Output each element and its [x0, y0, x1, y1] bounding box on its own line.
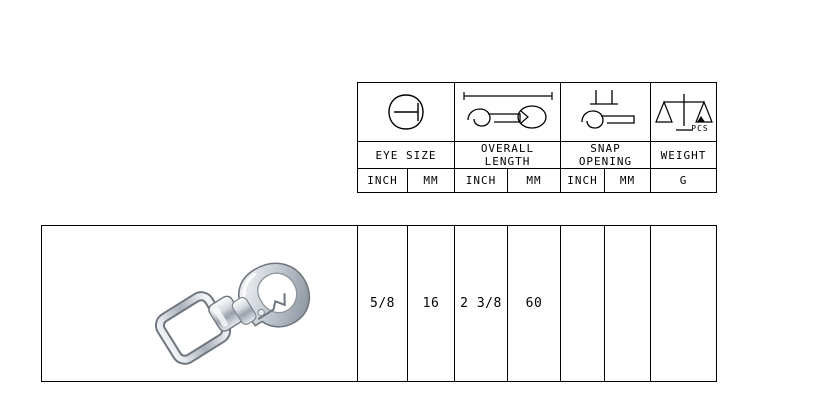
weight-label: WEIGHT	[651, 142, 717, 169]
product-image-cell	[42, 226, 358, 382]
weight-icon	[651, 86, 716, 138]
unit-snap-opening-mm: MM	[605, 169, 651, 193]
spec-icon-row	[358, 83, 717, 142]
overall-length-icon	[455, 86, 560, 138]
spec-name-row	[358, 142, 717, 169]
value-overall-length-mm: 60	[508, 226, 561, 382]
snap-opening-icon	[561, 86, 650, 138]
weight-pcs-text: PCS	[690, 124, 709, 133]
spec-unit-row	[358, 169, 717, 193]
unit-overall-length-mm: MM	[508, 169, 561, 193]
value-overall-length-inch: 2 3/8	[455, 226, 508, 382]
snap-opening-icon-cell	[561, 83, 651, 142]
value-eye-size-inch: 5/8	[358, 226, 408, 382]
table-row	[42, 226, 717, 382]
overall-length-icon-cell	[455, 83, 561, 142]
specification-header-table	[357, 82, 717, 193]
swivel-snap-hook-photo	[147, 236, 337, 371]
unit-overall-length-inch: INCH	[455, 169, 508, 193]
unit-eye-size-inch: INCH	[358, 169, 408, 193]
value-eye-size-mm: 16	[408, 226, 455, 382]
value-weight-g	[651, 226, 717, 382]
value-snap-opening-inch	[561, 226, 605, 382]
weight-icon-cell	[651, 83, 717, 142]
overall-length-label: OVERALL LENGTH	[455, 142, 561, 169]
unit-weight-g: G	[651, 169, 717, 193]
eye-size-icon	[358, 89, 454, 135]
eye-size-icon-cell	[358, 83, 455, 142]
unit-eye-size-mm: MM	[408, 169, 455, 193]
product-row-table	[41, 225, 717, 382]
eye-size-label: EYE SIZE	[358, 142, 455, 169]
snap-opening-label: SNAP OPENING	[561, 142, 651, 169]
value-snap-opening-mm	[605, 226, 651, 382]
unit-snap-opening-inch: INCH	[561, 169, 605, 193]
